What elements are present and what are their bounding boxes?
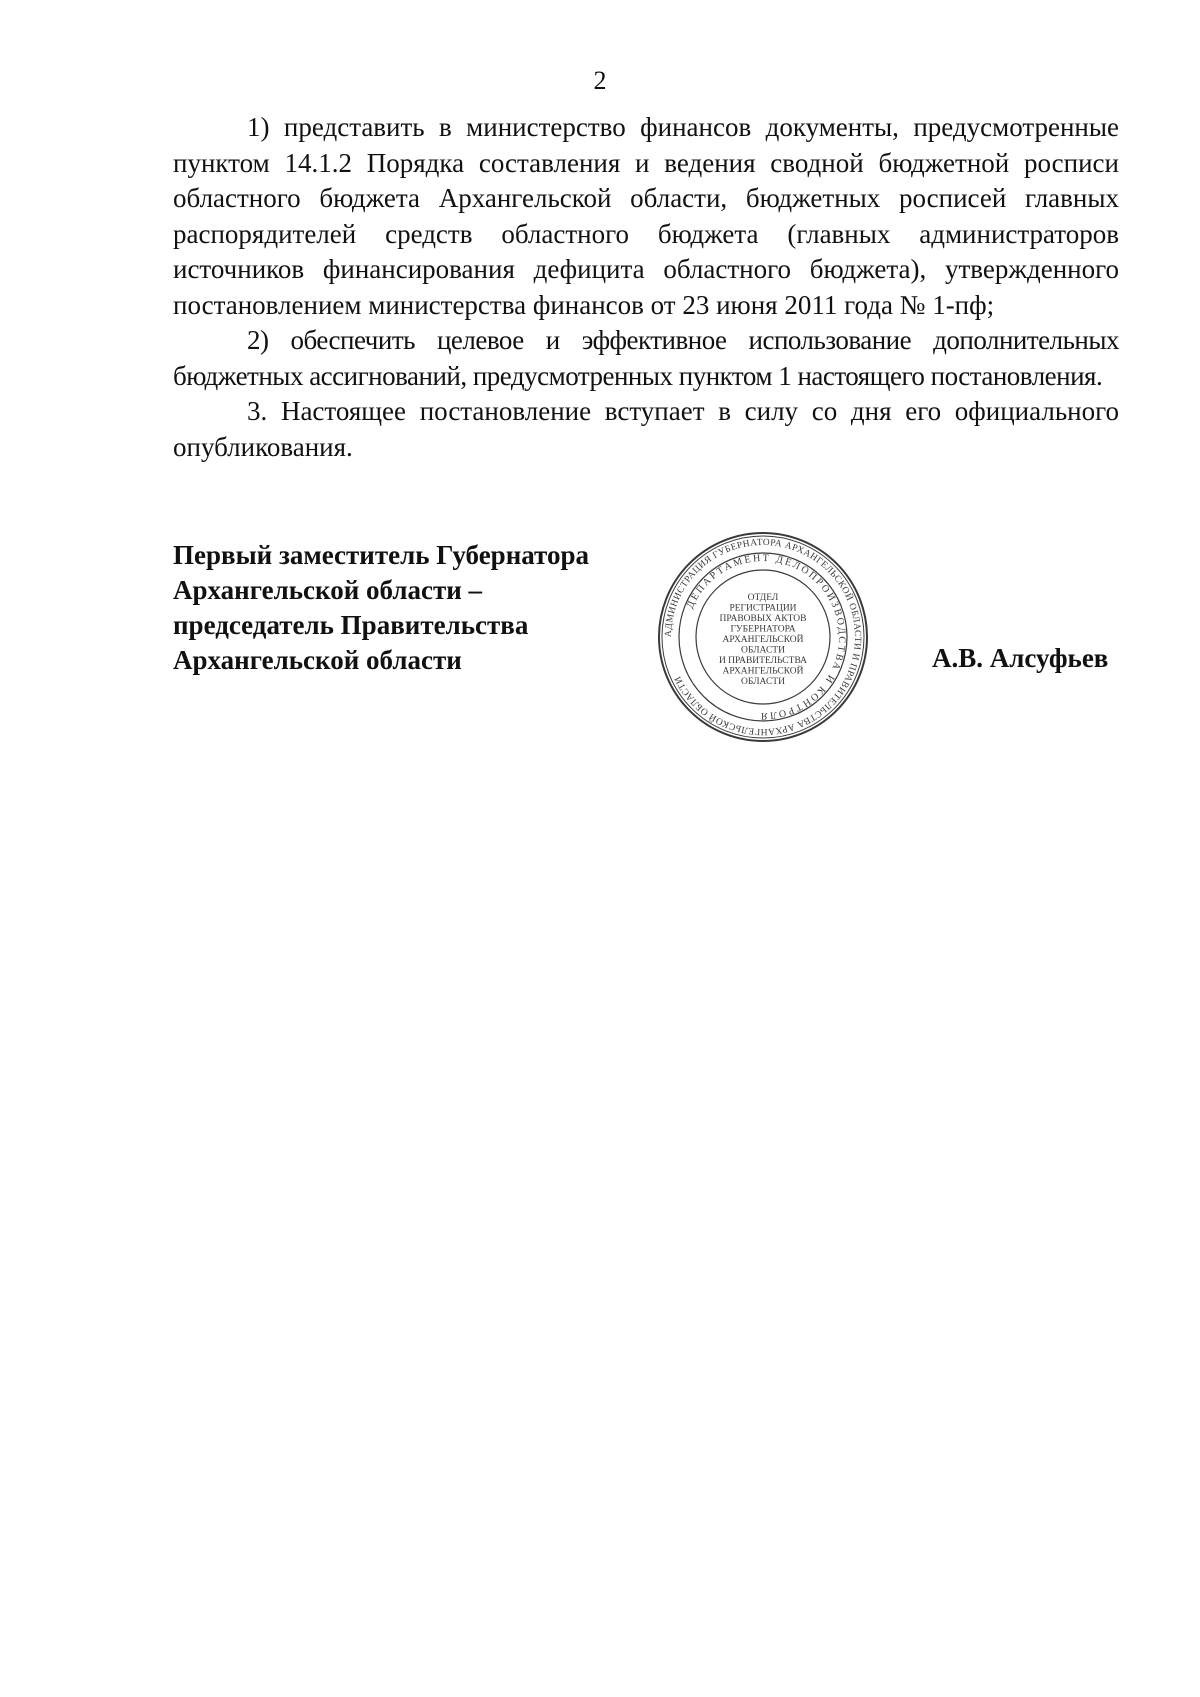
- seal-center-line: ГУБЕРНАТОРА: [730, 624, 796, 635]
- seal-center-line: ОБЛАСТИ: [741, 645, 785, 656]
- signatory-position-line: Первый заместитель Губернатора: [173, 540, 589, 570]
- seal-center-line: АРХАНГЕЛЬСКОЙ: [722, 635, 804, 645]
- signatory-position-line: Архангельской области –: [173, 575, 483, 605]
- seal-center-line: ОТДЕЛ: [747, 593, 779, 603]
- signatory-position-line: Архангельской области: [173, 645, 462, 675]
- page-number: 2: [593, 66, 607, 95]
- signatory-position: [173, 538, 589, 678]
- document-body: [173, 110, 1119, 465]
- seal-center-line: РЕГИСТРАЦИИ: [729, 603, 797, 614]
- seal-center-line: ПРАВОВЫХ АКТОВ: [719, 614, 807, 624]
- seal-outer-ring-text: АДМИНИСТРАЦИЯ ГУБЕРНАТОРА АРХАНГЕЛЬСКОЙ ОБЛАСТИ И ПРАВИТЕЛЬСТВА АРХАНГЕЛЬСКОЙ ОБЛАСТИ: [663, 537, 863, 737]
- seal-center-line: ОБЛАСТИ: [741, 677, 785, 687]
- seal-center-line: И ПРАВИТЕЛЬСТВА: [718, 656, 808, 666]
- paragraph-item-3: 3. Настоящее постановление вступает в силу со дня его официального опубликования.: [173, 396, 1119, 462]
- paragraph-item-2: 2) обеспечить целевое и эффективное использование дополнительных бюджетных ассигнований, предусмотренных пунктом 1 настоящего постановления.: [173, 325, 1119, 391]
- official-seal: [656, 530, 870, 744]
- seal-center-line: АРХАНГЕЛЬСКОЙ: [722, 666, 804, 677]
- signatory-position-line: председатель Правительства: [173, 610, 529, 640]
- paragraph-item-1: 1) представить в министерство финансов документы, предусмотренные пунктом 14.1.2 Порядка составления и ведения сводной бюджетной росписи областного бюджета Архангельской области, бюджетных росписей главных распорядителей средств областного бюджета (главных администраторов источников финансирования дефицита областного бюджета), утвержденного постановлением министерства финансов от 23 июня 2011 года № 1-пф;: [173, 112, 1119, 320]
- signatory-name: А.В. Алсуфьев: [932, 643, 1109, 673]
- seal-middle-ring-text: ДЕПАРТАМЕНТ ДЕЛОПРОИЗВОДСТВА И КОНТРОЛЯ: [684, 552, 848, 722]
